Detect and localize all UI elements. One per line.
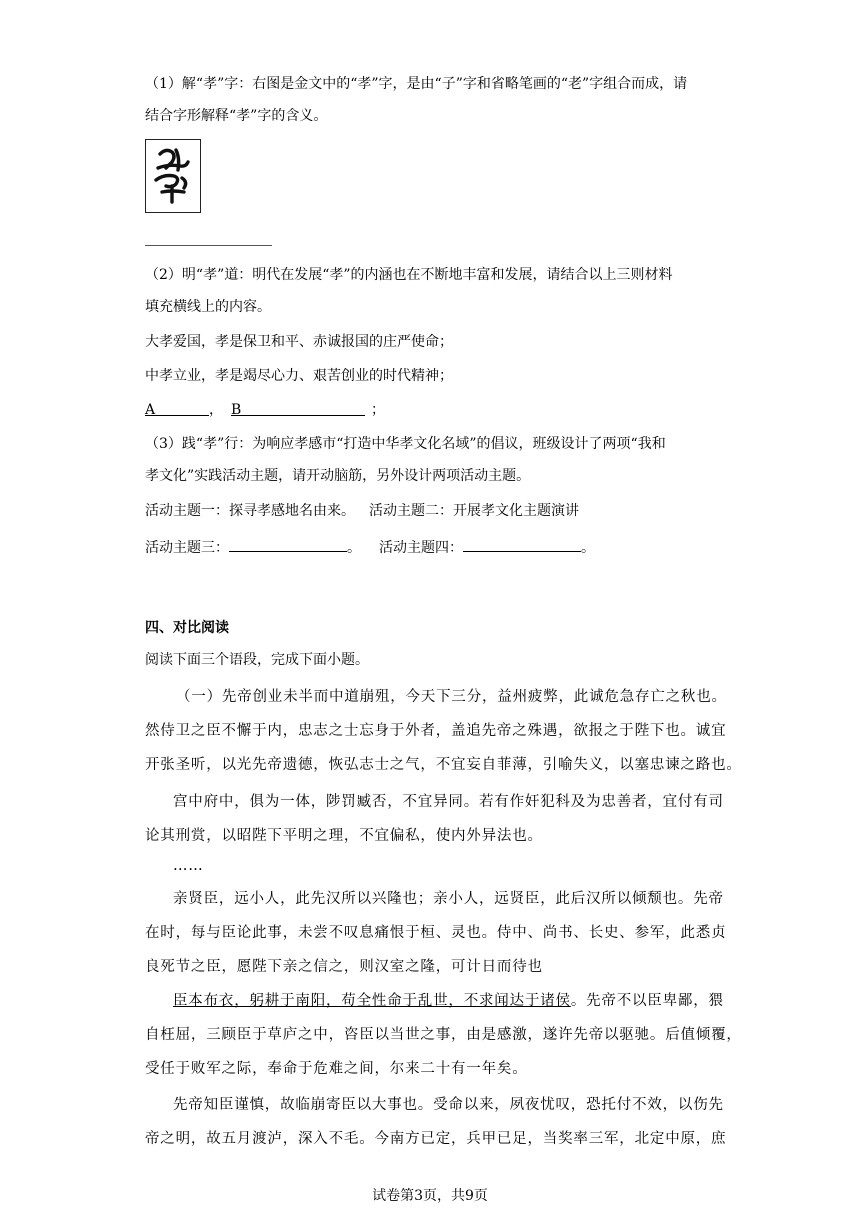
- theme-1: 活动主题一：探寻孝感地名由来。: [145, 503, 355, 519]
- section-instruction: 阅读下面三个语段，完成下面小题。: [145, 652, 369, 668]
- theme-3-label: 活动主题三：: [145, 540, 229, 556]
- q2-fill-line: [145, 401, 385, 419]
- label-a: A: [145, 402, 156, 418]
- passage-p3-line-3: 良死节之臣，愿陛下亲之信之，则汉室之隆，可计日而待也: [145, 959, 543, 975]
- section-title: 四、对比阅读: [145, 620, 229, 636]
- passage-p4-line-1: [173, 992, 724, 1010]
- passage-p1-line-2: 然侍卫之臣不懈于内，忠志之士忘身于外者，盖追先帝之殊遇，欲报之于陛下也。诚宜: [145, 723, 727, 739]
- bronze-xiao-character-image: [145, 139, 201, 213]
- q2-line-1: （2）明“孝”道：明代在发展“孝”的内涵也在不断地丰富和发展，请结合以上三则材料: [145, 267, 673, 283]
- period: 。: [581, 540, 595, 556]
- passage-p2-line-2: 论其刑赏，以昭陛下平明之理，不宜偏私，使内外异法也。: [145, 828, 543, 844]
- semicolon: ；: [371, 402, 385, 418]
- q2-line-4: 中孝立业，孝是竭尽心力、艰苦创业的时代精神；: [145, 368, 453, 384]
- passage-p3-line-2: 在时，每与臣论此事，未尝不叹息痛恨于桓、灵也。侍中、尚书、长史、参军，此悉贞: [145, 925, 727, 941]
- theme-3-blank[interactable]: [229, 537, 347, 552]
- passage-p3-line-1: 亲贤臣，远小人，此先汉所以兴隆也；亲小人，远贤臣，此后汉所以倾颓也。先帝: [173, 891, 724, 907]
- passage-p4-line-3: 受任于败军之际，奉命于危难之间，尔来二十有一年矣。: [145, 1061, 528, 1077]
- answer-blank-line[interactable]: [145, 245, 272, 246]
- label-b: B: [231, 402, 242, 418]
- passage-p1-line-3: 开张圣听，以光先帝遗德，恢弘志士之气，不宜妄自菲薄，引喻失义，以塞忠谏之路也。: [145, 757, 742, 773]
- period: 。: [347, 540, 361, 556]
- theme-2: 活动主题二：开展孝文化主题演讲: [369, 503, 579, 519]
- passage-p1-line-1: （一）先帝创业未半而中道崩殂，今天下三分，益州疲弊，此诚危急存亡之秋也。: [176, 689, 727, 705]
- passage-ellipsis: ……: [173, 858, 204, 874]
- blank-a[interactable]: [145, 401, 209, 416]
- theme-4-blank[interactable]: [463, 537, 581, 552]
- blank-b[interactable]: [231, 401, 365, 416]
- passage-p2-line-1: 宫中府中，俱为一体，陟罚臧否，不宜异同。若有作奸犯科及为忠善者，宜付有司: [173, 794, 724, 810]
- passage-p5-line-2: 帝之明，故五月渡泸，深入不毛。今南方已定，兵甲已足，当奖率三军，北定中原，庶: [145, 1131, 727, 1147]
- q2-line-3: 大孝爱国，孝是保卫和平、赤诚报国的庄严使命；: [145, 334, 453, 350]
- passage-p4-line-2: 自枉屈，三顾臣于草庐之中，咨臣以当世之事，由是感激，遂许先帝以驱驰。后值倾覆，: [145, 1027, 742, 1043]
- comma: ，: [209, 402, 223, 418]
- q3-line-1: （3）践“孝”行：为响应孝感市“打造中华孝文化名域”的倡议，班级设计了两项“我和: [145, 436, 666, 452]
- q3-themes-row-1: [145, 502, 579, 520]
- p4-line-1-rest: 。先帝不以臣卑鄙，猥: [570, 993, 724, 1009]
- q3-line-2: 孝文化”实践活动主题，请开动脑筋，另外设计两项活动主题。: [145, 468, 531, 484]
- q1-line-1: （1）解“孝”字：右图是金文中的“孝”字，是由“子”字和省略笔画的“老”字组合而成，请: [145, 76, 688, 92]
- passage-p5-line-1: 先帝知臣谨慎，故临崩寄臣以大事也。受命以来，夙夜忧叹，恐托付不效，以伤先: [173, 1097, 724, 1113]
- q3-themes-row-2: [145, 537, 595, 557]
- theme-4-label: 活动主题四：: [379, 540, 463, 556]
- page-footer: 试卷第3页，共9页: [372, 1188, 488, 1204]
- underlined-sentence: 臣本布衣，躬耕于南阳，苟全性命于乱世，不求闻达于诸侯: [173, 993, 571, 1009]
- q1-line-2: 结合字形解释“孝”字的含义。: [145, 108, 328, 124]
- q2-line-2: 填充横线上的内容。: [145, 299, 271, 315]
